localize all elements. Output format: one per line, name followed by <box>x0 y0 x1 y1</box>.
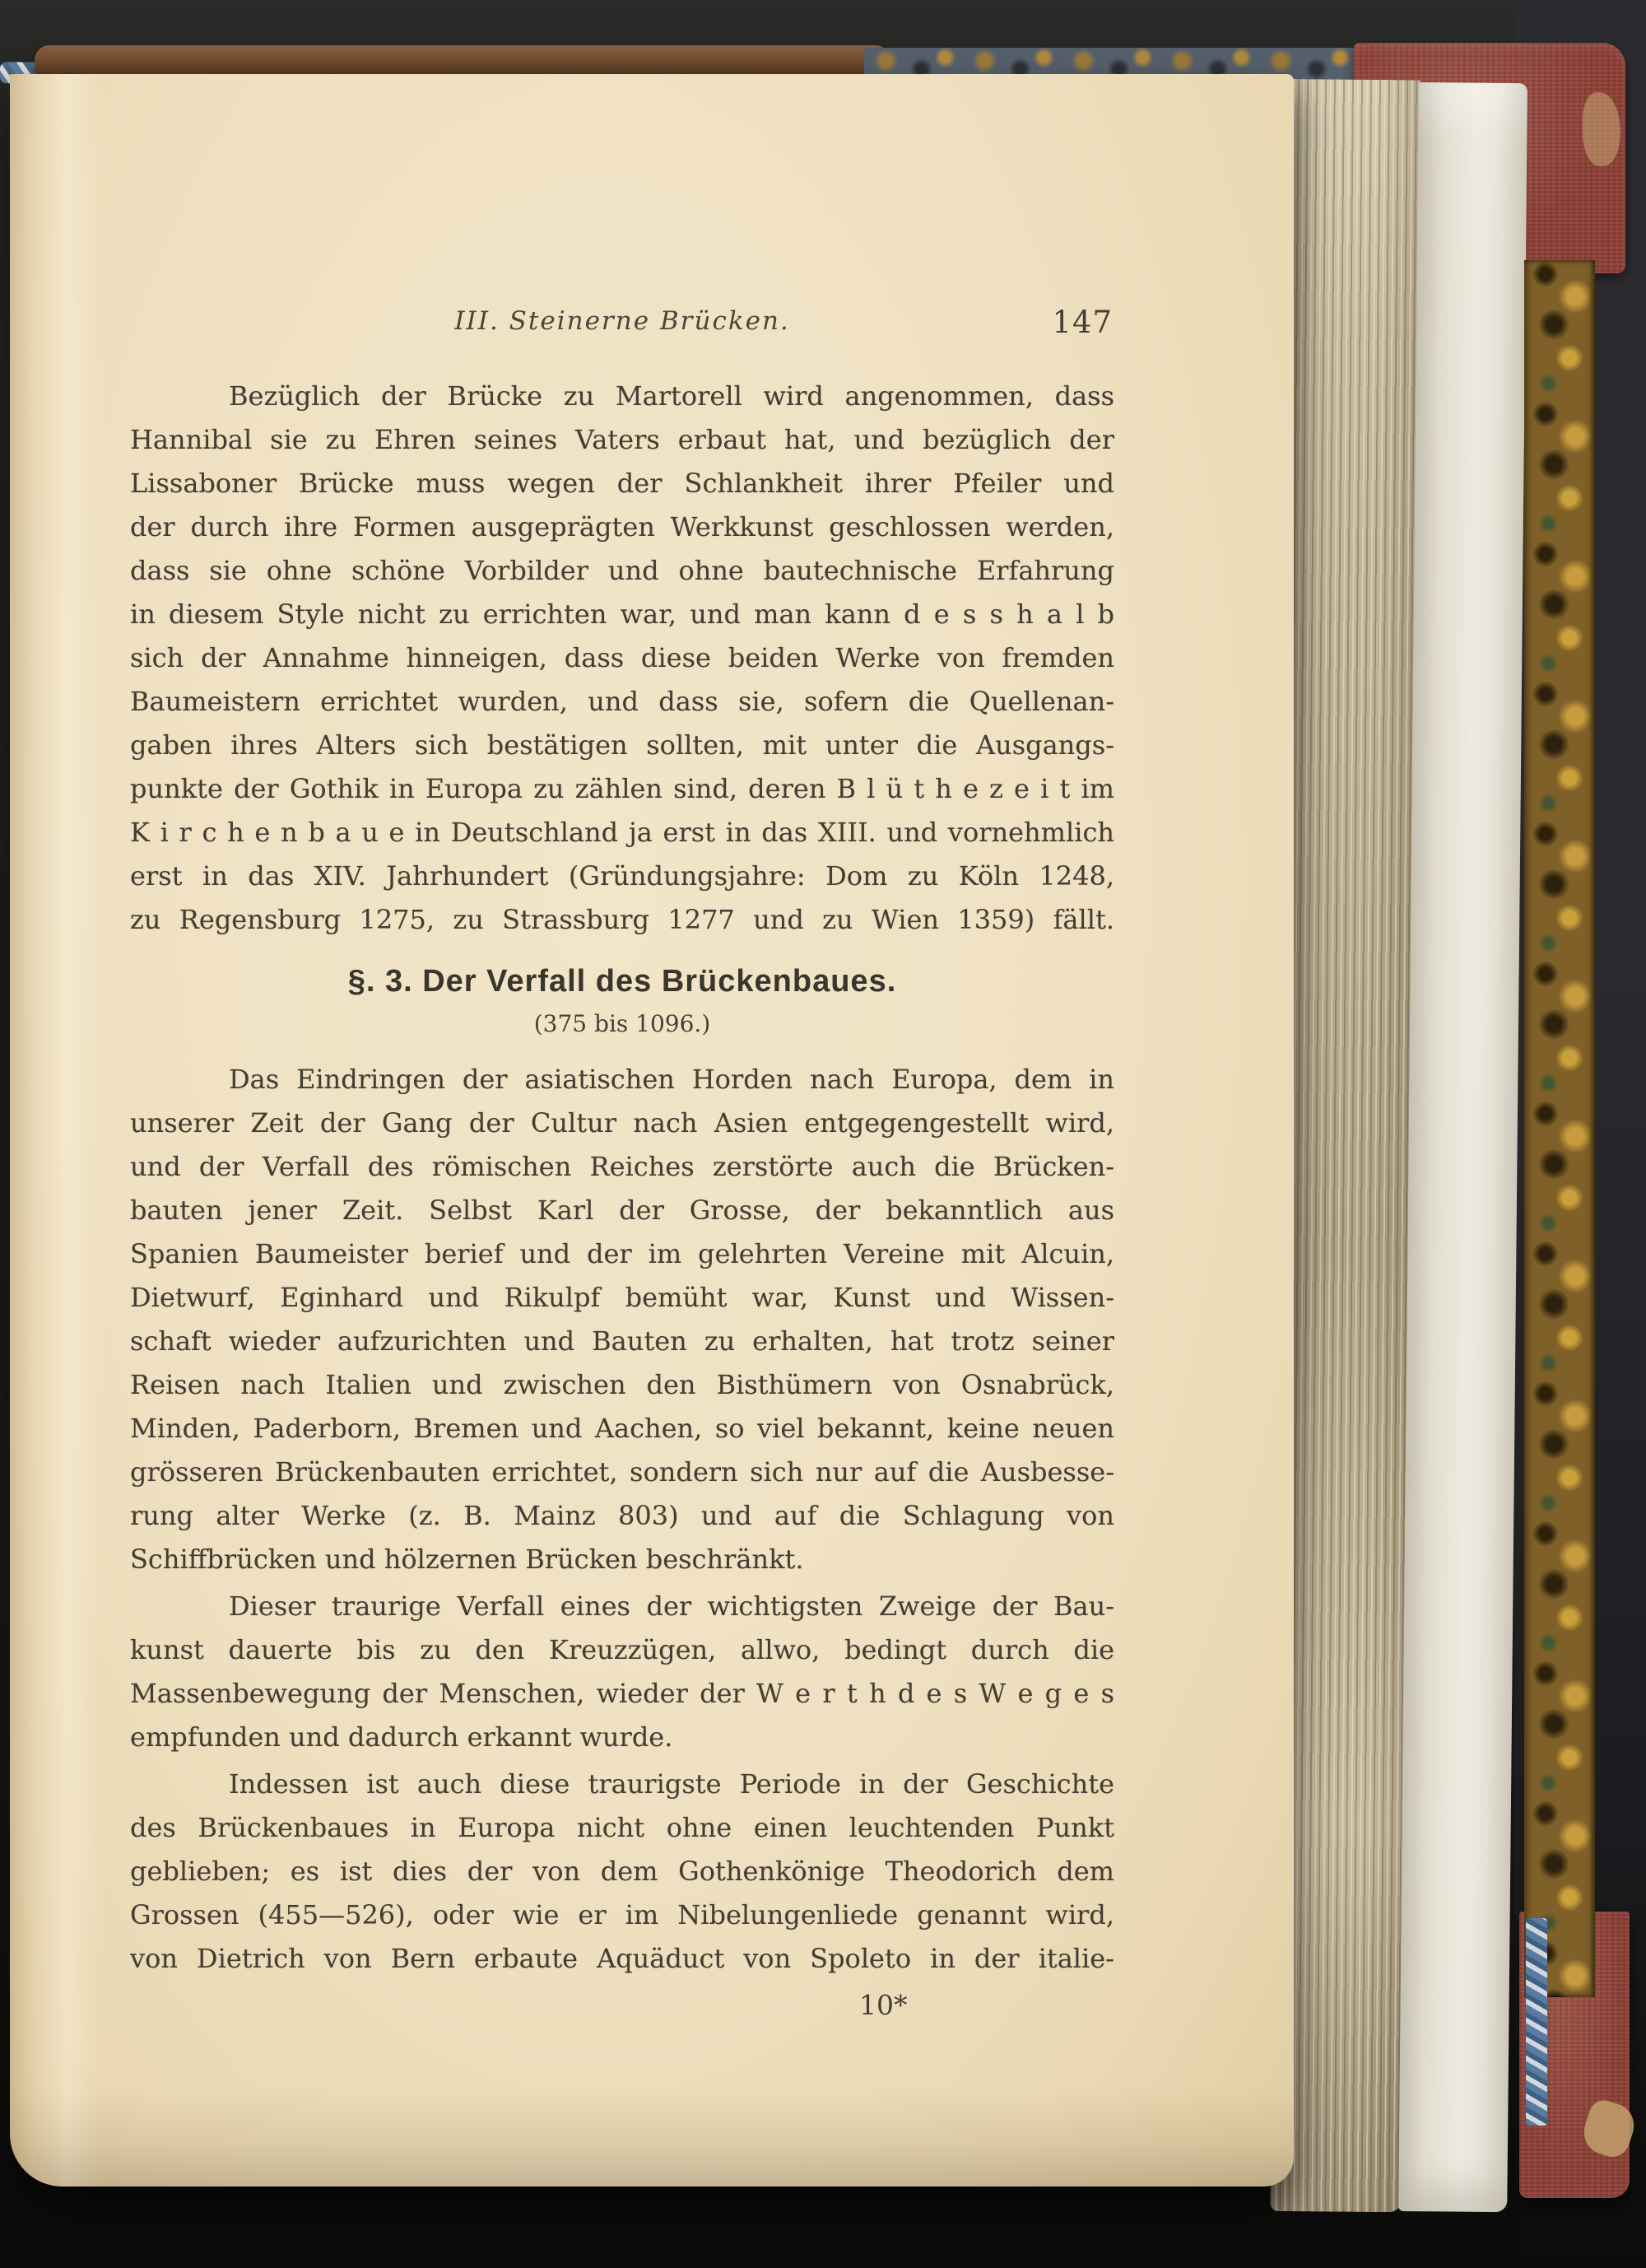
flyleaf-sheet <box>1398 82 1527 2212</box>
text-line: und der Verfall des römischen Reiches zerstörte auch die Brücken- <box>130 1151 1114 1182</box>
text-body-upper <box>130 375 1114 942</box>
paragraph <box>130 1763 1114 1981</box>
text-line: empfunden und dadurch erkannt wurde. <box>130 1721 673 1753</box>
text-line: Lissaboner Brücke muss wegen der Schlankheit ihrer Pfeiler und <box>130 468 1114 499</box>
text-line: Hannibal sie zu Ehren seines Vaters erbaut hat, und bezüglich der <box>130 424 1114 455</box>
section-subtitle: (375 bis 1096.) <box>533 1010 711 1037</box>
marbled-cover-strip <box>1524 260 1595 1997</box>
text-line: Indessen ist auch diese traurigste Periode in der Geschichte <box>229 1768 1114 1800</box>
text-line: Spanien Baumeister berief und der im gelehrten Vereine mit Alcuin, <box>130 1238 1114 1269</box>
text-line: unserer Zeit der Gang der Cultur nach Asien entgegengestellt wird, <box>130 1107 1114 1139</box>
text-line: Minden, Paderborn, Bremen und Aachen, so viel bekannt, keine neuen <box>130 1413 1114 1444</box>
text-line: des Brückenbaues in Europa nicht ohne einen leuchtenden Punkt <box>130 1812 1114 1843</box>
text-line: punkte der Gothik in Europa zu zählen sind, deren B l ü t h e z e i t im <box>130 773 1114 804</box>
paragraph <box>130 375 1114 942</box>
text-line: grösseren Brückenbauten errichtet, sondern sich nur auf die Ausbesse- <box>130 1456 1114 1488</box>
text-line: von Dietrich von Bern erbaute Aquäduct von Spoleto in der italie- <box>130 1943 1114 1974</box>
text-line: Baumeistern errichtet wurden, und dass sie, sofern die Quellenan- <box>130 686 1114 717</box>
paragraph <box>130 1058 1114 1581</box>
text-line: rung alter Werke (z. B. Mainz 803) und auf die Schlagung von <box>130 1500 1114 1531</box>
text-line: Dieser traurige Verfall eines der wichtigsten Zweige der Bau- <box>229 1590 1114 1622</box>
text-line: Schiffbrücken und hölzernen Brücken beschränkt. <box>130 1544 804 1575</box>
text-line: Das Eindringen der asiatischen Horden nach Europa, dem in <box>229 1064 1114 1095</box>
book-page <box>10 74 1294 2187</box>
text-line: gaben ihres Alters sich bestätigen sollten, mit unter die Ausgangs- <box>130 729 1114 761</box>
text-line: in diesem Style nicht zu errichten war, und man kann d e s s h a l b <box>130 598 1114 630</box>
text-block <box>130 306 1114 2024</box>
text-line: Dietwurf, Eginhard und Rikulpf bemüht war, Kunst und Wissen- <box>130 1282 1114 1313</box>
section-heading: §. 3. Der Verfall des Brückenbaues. <box>347 964 897 999</box>
text-line: kunst dauerte bis zu den Kreuzzügen, allwo, bedingt durch die <box>130 1634 1114 1665</box>
running-header <box>130 306 1114 347</box>
text-line: sich der Annahme hinneigen, dass diese beiden Werke von fremden <box>130 642 1114 673</box>
text-line: Grossen (455—526), oder wie er im Nibelungenliede genannt wird, <box>130 1899 1114 1930</box>
text-line: Massenbewegung der Menschen, wieder der W e r t h d e s W e g e s <box>130 1678 1114 1709</box>
text-line: geblieben; es ist dies der von dem Gothenkönige Theodorich dem <box>130 1856 1114 1887</box>
text-line: der durch ihre Formen ausgeprägten Werkkunst geschlossen werden, <box>130 511 1114 543</box>
text-line: Bezüglich der Brücke zu Martorell wird angenommen, dass <box>229 380 1114 412</box>
text-body-lower <box>130 1058 1114 1981</box>
marbled-endpaper-edge <box>1526 1918 1547 2126</box>
signature-mark: 10* <box>859 1989 908 2021</box>
page-number: 147 <box>1052 305 1113 340</box>
text-line: zu Regensburg 1275, zu Strassburg 1277 und zu Wien 1359) fällt. <box>130 904 1114 935</box>
paragraph <box>130 1585 1114 1759</box>
text-line: dass sie ohne schöne Vorbilder und ohne bautechnische Erfahrung <box>130 555 1114 586</box>
text-line: Reisen nach Italien und zwischen den Bisthümern von Osnabrück, <box>130 1369 1114 1400</box>
text-line: erst in das XIV. Jahrhundert (Gründungsjahre: Dom zu Köln 1248, <box>130 860 1114 892</box>
text-line: schaft wieder aufzurichten und Bauten zu erhalten, hat trotz seiner <box>130 1325 1114 1357</box>
chapter-title: III. Steinerne Brücken. <box>454 306 790 336</box>
text-line: K i r c h e n b a u e in Deutschland ja erst in das XIII. und vornehmlich <box>130 817 1114 848</box>
text-line: bauten jener Zeit. Selbst Karl der Grosse, der bekanntlich aus <box>130 1195 1114 1226</box>
